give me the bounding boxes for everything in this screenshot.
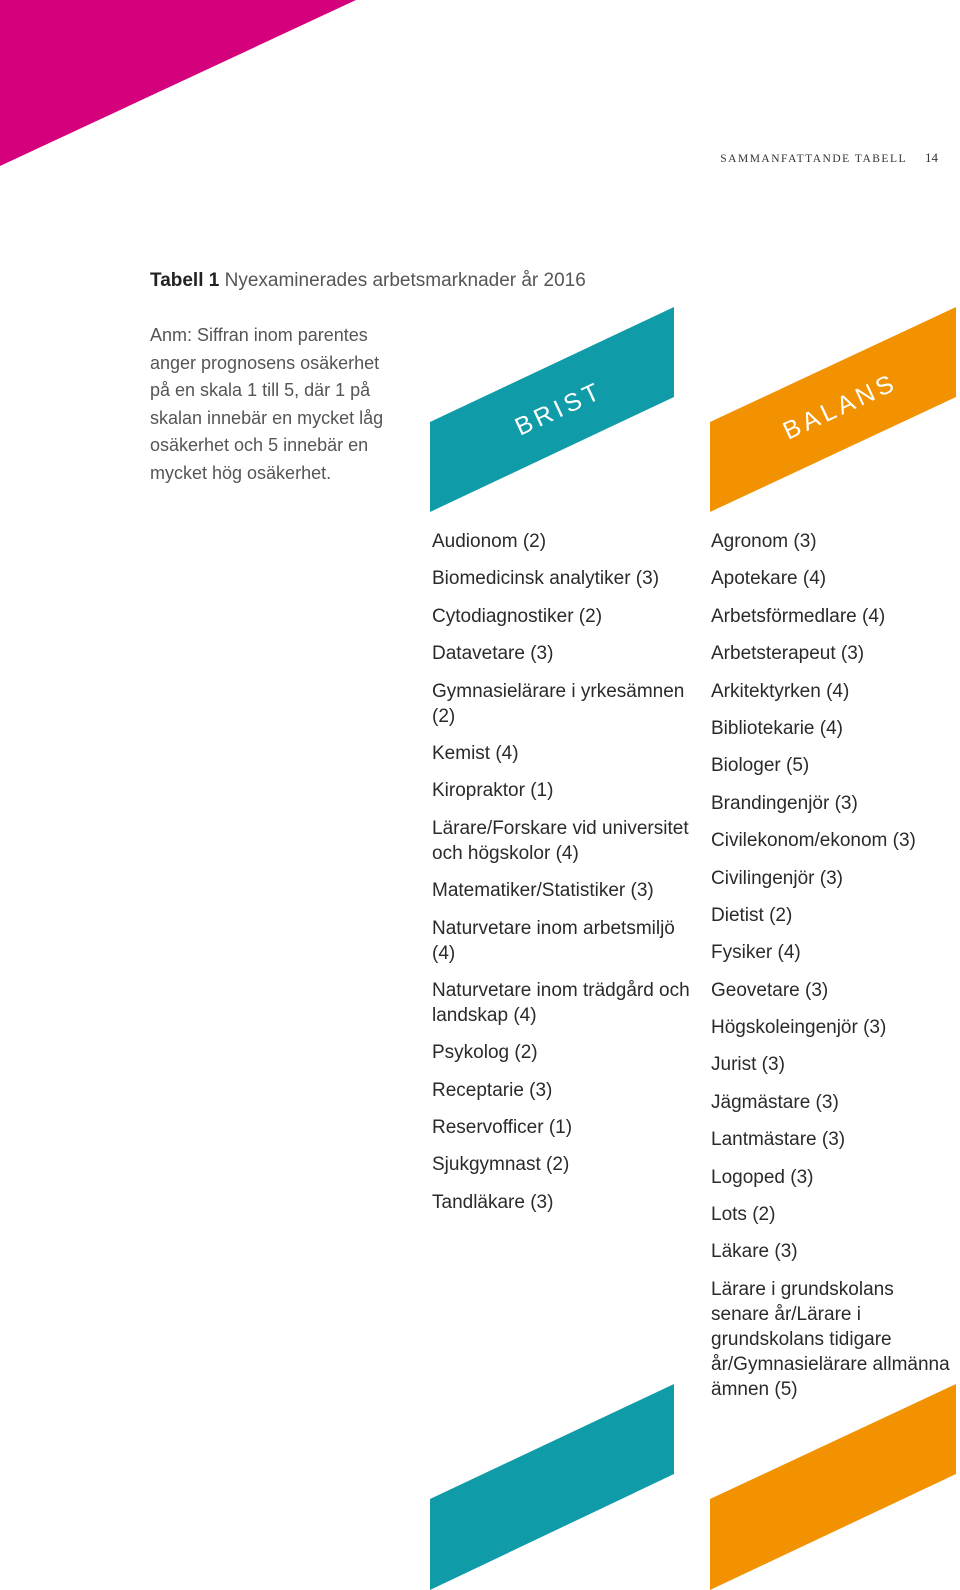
list-item: Agronom (3)	[711, 531, 817, 552]
magenta-corner-band	[0, 0, 356, 166]
list-item: Bibliotekarie (4)	[711, 717, 843, 739]
list-item: Receptarie (3)	[432, 1079, 553, 1101]
list-item: Logoped (3)	[711, 1166, 814, 1188]
list-item: Fysiker (4)	[711, 942, 801, 964]
list-item: Sjukgymnast (2)	[432, 1154, 570, 1176]
list-item: Lantmästare (3)	[711, 1129, 846, 1151]
list-item: Civilekonom/ekonom (3)	[711, 830, 916, 852]
list-item: Naturvetare inom arbetsmiljö (4)	[432, 917, 675, 964]
table-caption	[150, 270, 586, 292]
list-item: Kiropraktor (1)	[432, 780, 554, 802]
list-item: Arkitektyrken (4)	[711, 680, 850, 702]
list-item: Audionom (2)	[432, 531, 547, 552]
list-item: Apotekare (4)	[711, 568, 827, 590]
list-item: Högskoleingenjör (3)	[711, 1017, 887, 1039]
list-item: Geovetare (3)	[711, 979, 829, 1001]
brist-bottom-band	[430, 1384, 674, 1590]
balans-bottom-band	[710, 1384, 956, 1590]
list-item: Arbetsförmedlare (4)	[711, 605, 886, 627]
brist-list	[432, 529, 692, 1227]
list-item: Arbetsterapeut (3)	[711, 643, 865, 665]
list-item: Biomedicinsk analytiker (3)	[432, 568, 660, 590]
table-note: Anm: Siffran inom parentes anger prognosens osäkerhet på en skala 1 till 5, där 1 på skalan innebär en mycket låg osäkerhet och 5 innebär en mycket hög osäkerhet.	[150, 325, 384, 483]
list-item: Dietist (2)	[711, 904, 793, 926]
list-item: Civilingenjör (3)	[711, 867, 843, 889]
list-item: Psykolog (2)	[432, 1042, 538, 1064]
list-item: Reservofficer (1)	[432, 1117, 573, 1139]
list-item: Gymnasielärare i yrkesämnen (2)	[432, 680, 685, 727]
section-title: SAMMANFATTANDE TABELL	[720, 153, 907, 165]
list-item: Brandingenjör (3)	[711, 792, 858, 814]
list-item: Kemist (4)	[432, 742, 519, 764]
list-item: Biologer (5)	[711, 755, 810, 777]
balans-heading: Balans	[778, 368, 902, 446]
table-label: Tabell 1	[150, 270, 220, 291]
running-header	[720, 150, 938, 166]
list-item: Lärare i grundskolans senare år/Lärare i grundskolans tidigare år/Gymnasielärare allmänna ämnen (5)	[711, 1278, 950, 1400]
list-item: Datavetare (3)	[432, 643, 554, 665]
list-item: Lärare/Forskare vid universitet och högskolor (4)	[432, 817, 689, 864]
brist-heading: Brist	[510, 376, 608, 442]
table-title: Nyexaminerades arbetsmarknader år 2016	[224, 270, 586, 291]
list-item: Lots (2)	[711, 1204, 776, 1226]
list-item: Matematiker/Statistiker (3)	[432, 880, 654, 902]
list-item: Jurist (3)	[711, 1054, 785, 1076]
list-item: Cytodiagnostiker (2)	[432, 605, 603, 627]
list-item: Läkare (3)	[711, 1241, 798, 1263]
list-item: Tandläkare (3)	[432, 1191, 554, 1213]
page-number: 14	[925, 150, 938, 165]
list-item: Jägmästare (3)	[711, 1091, 839, 1113]
list-item: Naturvetare inom trädgård och landskap (4)	[432, 979, 690, 1026]
balans-list	[711, 529, 956, 1414]
